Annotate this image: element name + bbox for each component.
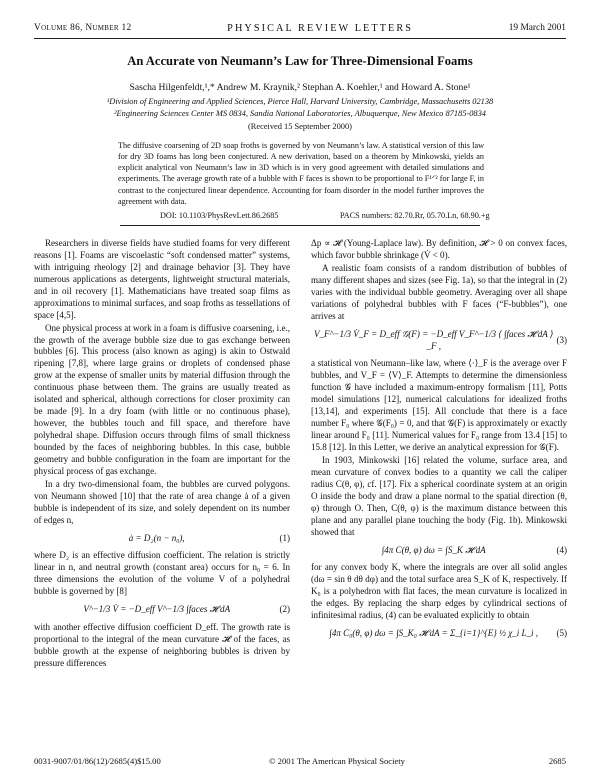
equation-3-body: V_F^−1/3 V̇_F = D_eff 𝒢(F) = −D_eff V_F^−1/3 ⟨ ∫faces 𝓗 dA ⟩_F , xyxy=(313,328,554,351)
equation-3-number: (3) xyxy=(556,334,567,345)
copyright: © 2001 The American Physical Society xyxy=(269,756,405,766)
paragraph: One physical process at work in a foam is diffusive coarsening, i.e., the growth of the average bubble size due to gas exchange between bubbles [6]. This process (also known as aging) is akin to Ostwald ripening [7,8], where large grains or droplets of condensed phase grow at the expense of smaller units by material diffusion through the continuous phase between them. The grains are usually treated as isolated and spherical, although corrections for closer proximity can be made [9]. In a dry foam (with little or no continuous phase), however, the bubbles touch and fill space, and therefore have polyhedral shape. Diffusion occurs through films of small thickness bounded by the faces of neighboring bubbles. In this case, bubble geometry and bubble configuration in the foam are important for the physical process of gas exchange. xyxy=(34,322,290,476)
equation-1 xyxy=(34,533,290,545)
abstract-rule xyxy=(120,225,480,226)
paragraph: A realistic foam consists of a random distribution of bubbles of many different shapes and sizes (see Fig. 1a), so that the integral in (2) varies with the individual bubble geometry. Averaging over all shape variations of polyhedral bubbles with F faces (“F-bubbles”), one arrives at xyxy=(311,262,567,321)
abstract: The diffusive coarsening of 2D soap froths is governed by von Neumann’s law. A statistical version of this law for dry 3D foams has long been conjectured. A new derivation, based on a theorem by Minkowski, yields an explicit analytical von Neumann’s law in 3D which is in very good agreement with detailed simulations and experiments. The average growth rate of a bubble with F faces is shown to be proportional to F¹ᐟ² for large F, in contrast to the conjectured linear dependence. Accounting for foam disorder in the model further improves the agreement with data. xyxy=(118,141,484,206)
equation-3 xyxy=(311,329,567,353)
pacs-numbers: PACS numbers: 82.70.Rr, 05.70.Ln, 68.90.+g xyxy=(340,211,490,220)
equation-4-number: (4) xyxy=(556,544,567,555)
equation-5-body: ∫4π C₀(θ, φ) dω = ∫S_K₀ 𝓗 dA = Σ_{i=1}^{E} ½ χ_i L_i , xyxy=(329,628,539,639)
paragraph: a statistical von Neumann–like law, where ⟨·⟩_F is the average over F bubbles, and V_F = ⟨V⟩_F. Attempts to determine the dimensionless function 𝒢 have included a maximum-entropy formalism [11], Potts model simulations [12], numerical calculations for idealized froths [13,14], and experiments [15]. All conclude that there is a face number F₀ where 𝒢(F₀) = 0, and that 𝒢(F) is approximately or exactly linear around F₀ [11]. Numerical values for F₀ range from 13.4 [15] to 15.8 [12]. In this Letter, we derive an analytical expression for 𝒢(F). xyxy=(311,358,567,452)
equation-2-body: V^−1/3 V̇ = −D_eff V^−1/3 ∫faces 𝓗 dA xyxy=(83,604,231,615)
left-column xyxy=(34,238,290,671)
equation-5 xyxy=(311,628,567,640)
equation-2 xyxy=(34,604,290,616)
journal-name: PHYSICAL REVIEW LETTERS xyxy=(227,22,413,34)
affiliation-1: ¹Division of Engineering and Applied Sciences, Pierce Hall, Harvard University, Cambridge, Massachusetts 02138 xyxy=(106,97,494,106)
equation-4-body: ∫4π C(θ, φ) dω = ∫S_K 𝓗 dA xyxy=(381,544,486,555)
page-number: 2685 xyxy=(548,756,566,766)
doi: DOI: 10.1103/PhysRevLett.86.2685 xyxy=(160,211,279,220)
page-footer xyxy=(34,756,566,768)
paragraph: for any convex body K, where the integrals are over all solid angles (dω = sin θ dθ dφ) and the total surface area S_K of K, respectively. If K₀ is a polyhedron with flat faces, the mean curvature is localized in the edges. By replacing the sharp edges by cylindrical sections of infinitesimal radius, (4) can be evaluated explicitly to obtain xyxy=(311,562,567,621)
header-rule xyxy=(34,38,566,39)
equation-5-number: (5) xyxy=(556,628,567,639)
footer-code: 0031-9007/01/86(12)/2685(4)$15.00 xyxy=(34,756,161,766)
equation-1-body: ȧ = D₂(n − n₀), xyxy=(128,532,185,543)
paragraph: In 1903, Minkowski [16] related the volume, surface area, and mean curvature of convex bodies to a quantity we call the caliper radius C(θ, φ), cf. [17]. Fix a spherical coordinate system at an origin O inside the body and draw a plane normal to the spatial direction (θ, φ) through O. Then, C(θ, φ) is the maximum distance between this plane and any parallel plane touching the body (Fig. 1b). Minkowski showed that xyxy=(311,454,567,537)
equation-1-number: (1) xyxy=(279,532,290,543)
volume-number: Volume 86, Number 12 xyxy=(34,23,132,33)
paragraph: In a dry two-dimensional foam, the bubbles are curved polygons. von Neumann showed [10] that the rate of area change ȧ of a given bubble is independent of its size, and solely dependent on its number of edges n, xyxy=(34,478,290,525)
equation-2-number: (2) xyxy=(279,604,290,615)
received-date: (Received 15 September 2000) xyxy=(248,122,352,131)
paper-title: An Accurate von Neumann’s Law for Three-Dimensional Foams xyxy=(127,54,473,68)
affiliation-2: ²Engineering Sciences Center MS 0834, Sandia National Laboratories, Albuquerque, New Mexico 87185-0834 xyxy=(114,109,486,118)
paragraph: Researchers in diverse fields have studied foams for very different reasons [1]. Foams are viscoelastic “soft condensed matter” systems, with intriguing rheology [2] and drainage behavior [3]. They have numerous applications as detergents, lightweight structural materials, and in oil recovery [1]. Mathematicians have treated soap films as approximations to minimal surfaces, and soap froths as tessellations of space [4,5]. xyxy=(34,238,290,320)
running-header xyxy=(34,20,566,36)
equation-4 xyxy=(311,545,567,557)
paragraph: with another effective diffusion coefficient D_eff. The growth rate is proportional to the integral of the mean curvature 𝓗 of the faces, as bubble growth at the expense of neighboring bubbles is driven by pressure differences xyxy=(34,622,290,668)
paragraph: Δp ∝ 𝓗 (Young-Laplace law). By definition, 𝓗 > 0 on convex faces, which favor bubble shrinkage (V̇ < 0). xyxy=(311,238,567,260)
issue-date: 19 March 2001 xyxy=(508,23,566,33)
paragraph: where D₂ is an effective diffusion coefficient. The relation is strictly linear in n, and neutral growth (constant area) occurs for n₀ = 6. In three dimensions the evolution of the volume V of a polyhedral bubble is governed by [8] xyxy=(34,550,290,597)
author-list: Sascha Hilgenfeldt,¹,* Andrew M. Kraynik,² Stephan A. Koehler,¹ and Howard A. Stone¹ xyxy=(129,82,471,93)
right-column xyxy=(311,238,567,646)
